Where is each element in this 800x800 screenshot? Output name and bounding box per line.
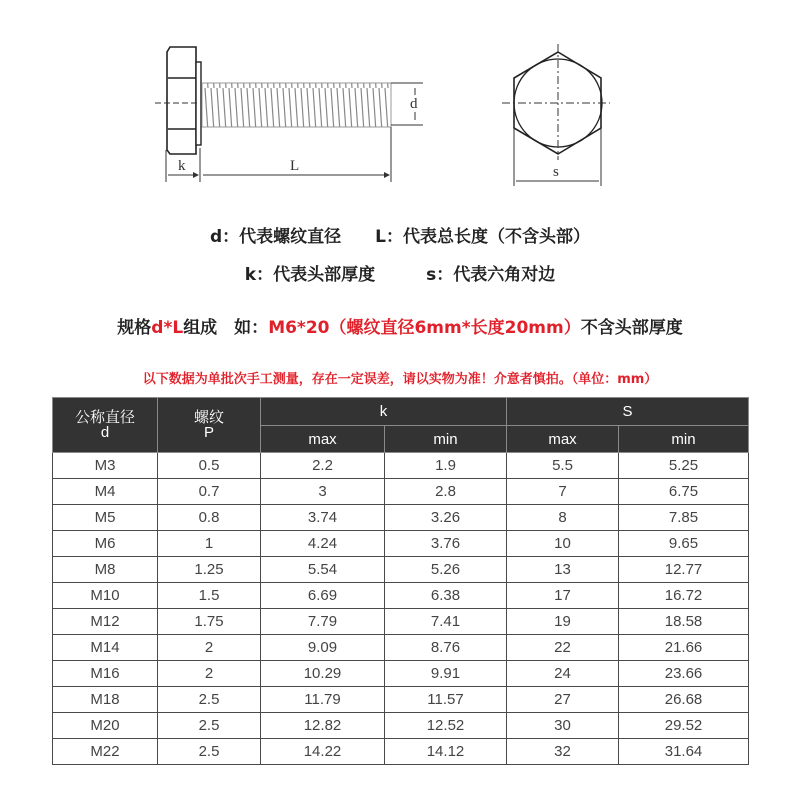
cell-pitch: 1.5	[158, 583, 261, 609]
cell-s-max: 8	[507, 505, 619, 531]
cell-s-min: 21.66	[619, 635, 749, 661]
cell-size: M8	[53, 557, 158, 583]
cell-size: M10	[53, 583, 158, 609]
cell-pitch: 0.5	[158, 453, 261, 479]
cell-pitch: 1.25	[158, 557, 261, 583]
header-thread-pitch: 螺纹 P	[158, 398, 261, 453]
cell-size: M18	[53, 687, 158, 713]
cell-k-min: 2.8	[385, 479, 507, 505]
table-row	[53, 479, 749, 505]
cell-s-max: 13	[507, 557, 619, 583]
cell-s-min: 23.66	[619, 661, 749, 687]
table-row	[53, 739, 749, 765]
cell-k-max: 6.69	[261, 583, 385, 609]
cell-k-max: 2.2	[261, 453, 385, 479]
cell-size: M16	[53, 661, 158, 687]
spec-suffix: 不含头部厚度	[580, 318, 683, 338]
table-row	[53, 557, 749, 583]
spec-mid: 组成 如：	[183, 318, 269, 338]
cell-s-min: 26.68	[619, 687, 749, 713]
table-row	[53, 661, 749, 687]
cell-pitch: 2.5	[158, 687, 261, 713]
table-row	[53, 687, 749, 713]
spec-format-line	[0, 313, 800, 338]
cell-pitch: 0.8	[158, 505, 261, 531]
table-row	[53, 531, 749, 557]
table-row	[53, 635, 749, 661]
legend-L-key: L	[375, 227, 386, 247]
svg-text:s: s	[553, 164, 559, 180]
cell-s-min: 5.25	[619, 453, 749, 479]
table-row	[53, 609, 749, 635]
cell-k-max: 3.74	[261, 505, 385, 531]
cell-k-max: 7.79	[261, 609, 385, 635]
cell-k-min: 1.9	[385, 453, 507, 479]
cell-k-min: 3.76	[385, 531, 507, 557]
cell-s-min: 18.58	[619, 609, 749, 635]
bolt-top-view	[502, 44, 610, 186]
legend-L-text: ：代表总长度（不含头部）	[386, 227, 590, 247]
cell-pitch: 1	[158, 531, 261, 557]
cell-s-min: 16.72	[619, 583, 749, 609]
cell-k-min: 11.57	[385, 687, 507, 713]
cell-k-max: 4.24	[261, 531, 385, 557]
cell-s-max: 32	[507, 739, 619, 765]
bolt-side-view	[155, 47, 423, 182]
spec-prefix: 规格	[117, 318, 152, 338]
cell-s-min: 31.64	[619, 739, 749, 765]
cell-s-min: 7.85	[619, 505, 749, 531]
header-k-min: min	[385, 426, 507, 453]
cell-pitch: 1.75	[158, 609, 261, 635]
cell-k-min: 7.41	[385, 609, 507, 635]
table-row	[53, 583, 749, 609]
cell-s-min: 12.77	[619, 557, 749, 583]
cell-s-max: 10	[507, 531, 619, 557]
cell-pitch: 2.5	[158, 713, 261, 739]
cell-size: M6	[53, 531, 158, 557]
cell-size: M3	[53, 453, 158, 479]
cell-s-max: 27	[507, 687, 619, 713]
legend-line-1	[0, 222, 800, 247]
spec-example: M6*20（螺纹直径6mm*长度20mm）	[268, 318, 581, 338]
table-row	[53, 453, 749, 479]
cell-size: M12	[53, 609, 158, 635]
legend-d-text: ：代表螺纹直径	[222, 227, 342, 247]
cell-s-min: 29.52	[619, 713, 749, 739]
cell-s-max: 17	[507, 583, 619, 609]
table-body	[53, 453, 749, 765]
cell-k-max: 3	[261, 479, 385, 505]
cell-s-max: 7	[507, 479, 619, 505]
cell-k-max: 12.82	[261, 713, 385, 739]
cell-s-max: 5.5	[507, 453, 619, 479]
svg-text:k: k	[178, 158, 186, 174]
cell-pitch: 2	[158, 635, 261, 661]
cell-s-min: 9.65	[619, 531, 749, 557]
cell-size: M22	[53, 739, 158, 765]
cell-k-min: 12.52	[385, 713, 507, 739]
cell-s-max: 19	[507, 609, 619, 635]
spec-format: d*L	[151, 318, 184, 338]
cell-k-min: 5.26	[385, 557, 507, 583]
legend-s-key: s	[426, 265, 437, 285]
cell-size: M5	[53, 505, 158, 531]
cell-pitch: 0.7	[158, 479, 261, 505]
table-row	[53, 505, 749, 531]
cell-pitch: 2	[158, 661, 261, 687]
cell-s-max: 30	[507, 713, 619, 739]
cell-k-min: 8.76	[385, 635, 507, 661]
cell-k-min: 9.91	[385, 661, 507, 687]
cell-pitch: 2.5	[158, 739, 261, 765]
header-s: S	[507, 398, 749, 426]
legend-d-key: d	[209, 227, 223, 247]
svg-text:L: L	[290, 158, 300, 174]
measurement-disclaimer: 以下数据为单批次手工测量，存在一定误差，请以实物为准！介意者慎拍。（单位：mm）	[142, 372, 658, 387]
cell-k-max: 11.79	[261, 687, 385, 713]
cell-k-min: 6.38	[385, 583, 507, 609]
cell-s-max: 24	[507, 661, 619, 687]
legend-s-text: ：代表六角对边	[436, 265, 556, 285]
legend-k-key: k	[244, 265, 257, 285]
cell-k-max: 10.29	[261, 661, 385, 687]
svg-text:d: d	[410, 96, 418, 112]
cell-k-min: 14.12	[385, 739, 507, 765]
cell-k-max: 14.22	[261, 739, 385, 765]
legend-line-2	[0, 260, 800, 285]
header-nominal-diameter: 公称直径 d	[53, 398, 158, 453]
cell-size: M4	[53, 479, 158, 505]
cell-s-max: 22	[507, 635, 619, 661]
legend-k-text: ：代表头部厚度	[256, 265, 376, 285]
bolt-spec-table	[52, 397, 749, 765]
header-s-min: min	[619, 426, 749, 453]
cell-size: M20	[53, 713, 158, 739]
header-s-max: max	[507, 426, 619, 453]
table-row	[53, 713, 749, 739]
bolt-dimension-diagram	[0, 0, 800, 200]
cell-k-max: 9.09	[261, 635, 385, 661]
cell-s-min: 6.75	[619, 479, 749, 505]
header-k: k	[261, 398, 507, 426]
header-k-max: max	[261, 426, 385, 453]
cell-size: M14	[53, 635, 158, 661]
cell-k-min: 3.26	[385, 505, 507, 531]
cell-k-max: 5.54	[261, 557, 385, 583]
